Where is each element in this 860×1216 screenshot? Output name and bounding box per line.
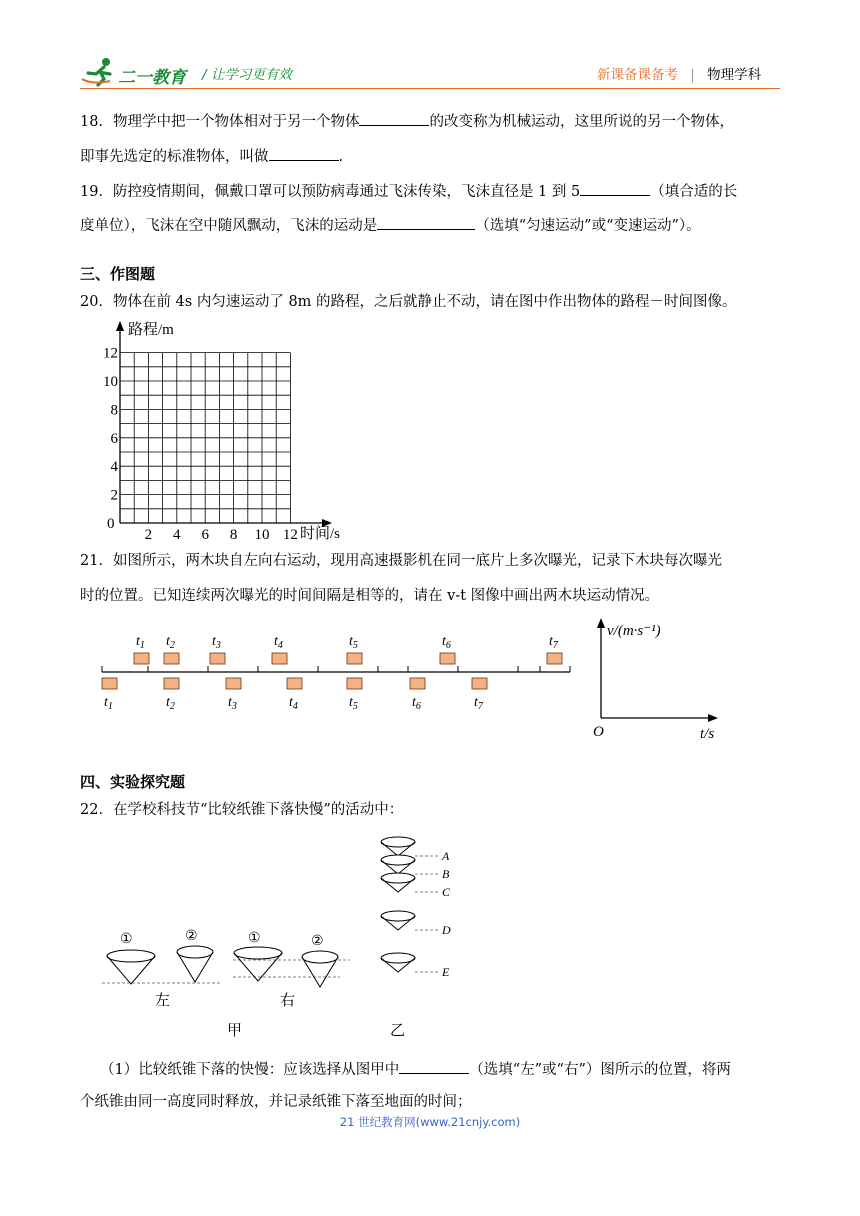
right-circle-2: ② (311, 934, 324, 949)
q18-line2: 即事先选定的标准物体，叫做 . (80, 145, 343, 168)
yi-cone (381, 873, 415, 892)
yi-label: 乙 (390, 1023, 406, 1039)
q20-distance-time-grid (92, 317, 362, 542)
upper-block (210, 653, 225, 664)
y-tick-label: 4 (110, 459, 118, 476)
cone-1-right (234, 947, 282, 981)
q21-line1: 21．如图所示，两木块自左向右运动，现用高速摄影机在同一底片上多次曝光，记录下木块每次曝光 (80, 553, 722, 569)
y-tick-label: 2 (110, 487, 118, 504)
bottom-time-label: $t_6$ (412, 695, 421, 712)
top-time-label: $t_6$ (442, 634, 451, 651)
yi-position-label: A (442, 849, 450, 863)
brand-name: 二一教育 (118, 68, 186, 88)
origin-label: 0 (107, 516, 115, 532)
top-time-label: $t_7$ (549, 634, 558, 651)
q19-blank-1[interactable] (580, 180, 650, 196)
q20-text: 20．物体在前 4s 内匀速运动了 8m 的路程，之后就静止不动，请在图中作出物体的路程－时间图像。 (80, 294, 737, 310)
runner-logo-icon (80, 57, 120, 87)
lower-block (226, 678, 241, 689)
x-tick-label: 4 (173, 527, 181, 542)
axes (120, 327, 324, 523)
bottom-time-label: $t_7$ (474, 695, 483, 712)
cone-2-right (302, 951, 338, 987)
left-circle-1: ① (120, 932, 133, 947)
right-label: 右 (280, 993, 296, 1009)
lower-block (164, 678, 179, 689)
yi-position-label: E (442, 965, 450, 979)
y-axis-arrow-icon (116, 321, 124, 331)
q19-line1: 19．防控疫情期间，佩戴口罩可以预防病毒通过飞沫传染，飞沫直径是 1 到 5 （填合适的长 (80, 180, 737, 203)
x-tick-label: 10 (254, 527, 270, 542)
upper-block (547, 653, 562, 664)
q21-exposure-figure (100, 628, 580, 714)
y-tick-label: 8 (110, 402, 118, 419)
time-labels (104, 634, 559, 712)
y-tick-label: 12 (103, 345, 118, 362)
bottom-time-label: $t_3$ (228, 695, 237, 712)
yi-cone (381, 911, 415, 930)
q22-sub1-line1: （1）比较纸锥下落的快慢：应该选择从图甲中 （选填“左”或“右”）图所示的位置，将两 (100, 1058, 731, 1081)
x-tick-label: 8 (229, 527, 238, 542)
yi-cone (381, 837, 415, 856)
left-circle-2: ② (185, 929, 198, 944)
q22-blank-1[interactable] (399, 1058, 469, 1074)
x-tick-label: 12 (282, 527, 298, 542)
lower-block (102, 678, 117, 689)
course-label: 新课备课备考 (597, 67, 678, 83)
x-axis-label: 时间/s (300, 526, 341, 542)
q21-line2: 时的位置。已知连续两次曝光的时间间隔是相等的，请在 v-t 图像中画出两木块运动情况。 (80, 588, 660, 604)
bottom-time-label: $t_4$ (289, 695, 298, 712)
left-label: 左 (155, 993, 171, 1009)
upper-block (347, 653, 362, 664)
brand-slogan: / 让学习更有效 (202, 67, 292, 83)
upper-block (272, 653, 287, 664)
q22-paper-cone-figure (100, 826, 460, 1046)
footer-text: 21 世纪教育网(www.21cnjy.com) (339, 1115, 521, 1129)
y-axis-label: 路程/m (128, 322, 174, 338)
wood-blocks (102, 653, 562, 689)
lower-block (472, 678, 487, 689)
q22-sub1-line2: 个纸锥由同一高度同时释放，并记录纸锥下落至地面的时间； (80, 1094, 472, 1110)
q22-text: 22．在学校科技节“比较纸锥下落快慢”的活动中： (80, 802, 404, 818)
upper-block (164, 653, 179, 664)
x-tick-labels (145, 527, 298, 542)
yi-position-label: D (442, 923, 451, 937)
q18-line1: 18．物理学中把一个物体相对于另一个物体 的改变称为机械运动，这里所说的另一个物体， (80, 110, 734, 133)
lower-block (287, 678, 302, 689)
bottom-time-label: $t_1$ (104, 695, 113, 712)
yi-cone (381, 855, 415, 874)
lower-block (347, 678, 362, 689)
header (0, 0, 860, 95)
grid-lines (120, 353, 290, 523)
y-tick-label: 10 (103, 374, 118, 390)
t-axis-arrow-icon (708, 714, 718, 722)
header-rule (80, 88, 780, 89)
origin-o-label: O (593, 724, 604, 740)
header-right (597, 63, 761, 83)
q18-blank-1[interactable] (359, 110, 429, 126)
section4-title: 四、实验探究题 (80, 773, 186, 791)
cone-2-left (177, 946, 213, 982)
section3-title: 三、作图题 (80, 265, 156, 283)
upper-block (440, 653, 455, 664)
subject-label: 物理学科 (707, 67, 762, 83)
yi-cone (381, 953, 415, 972)
bottom-time-label: $t_2$ (166, 695, 175, 712)
q21-vt-axes (588, 616, 728, 744)
top-time-label: $t_3$ (212, 634, 221, 651)
track-ticks (102, 666, 570, 672)
q19-blank-2[interactable] (377, 214, 475, 230)
lower-block (410, 678, 425, 689)
yi-position-label: C (442, 885, 451, 899)
right-circle-1: ① (248, 931, 261, 946)
header-separator: | (690, 67, 695, 83)
yi-sequence (381, 837, 451, 979)
q18-blank-2[interactable] (269, 145, 339, 161)
q19-line2: 度单位），飞沫在空中随风飘动，飞沫的运动是 （选填“匀速运动”或“变速运动”）。 (80, 214, 701, 237)
v-axis-arrow-icon (597, 618, 605, 628)
v-axis-label: v/(m·s⁻¹) (607, 623, 661, 639)
yi-position-label: B (442, 867, 450, 881)
x-tick-label: 6 (201, 527, 209, 542)
top-time-label: $t_5$ (349, 634, 358, 651)
bottom-time-label: $t_5$ (349, 695, 358, 712)
top-time-label: $t_4$ (274, 634, 283, 651)
top-time-label: $t_1$ (136, 634, 145, 651)
upper-block (134, 653, 149, 664)
cone-1-left (107, 950, 155, 984)
x-tick-label: 2 (144, 527, 153, 542)
t-axis-label: t/s (700, 726, 715, 742)
jia-label: 甲 (227, 1023, 243, 1039)
top-time-label: $t_2$ (166, 634, 175, 651)
y-tick-label: 6 (110, 430, 118, 447)
y-tick-labels (103, 346, 119, 504)
